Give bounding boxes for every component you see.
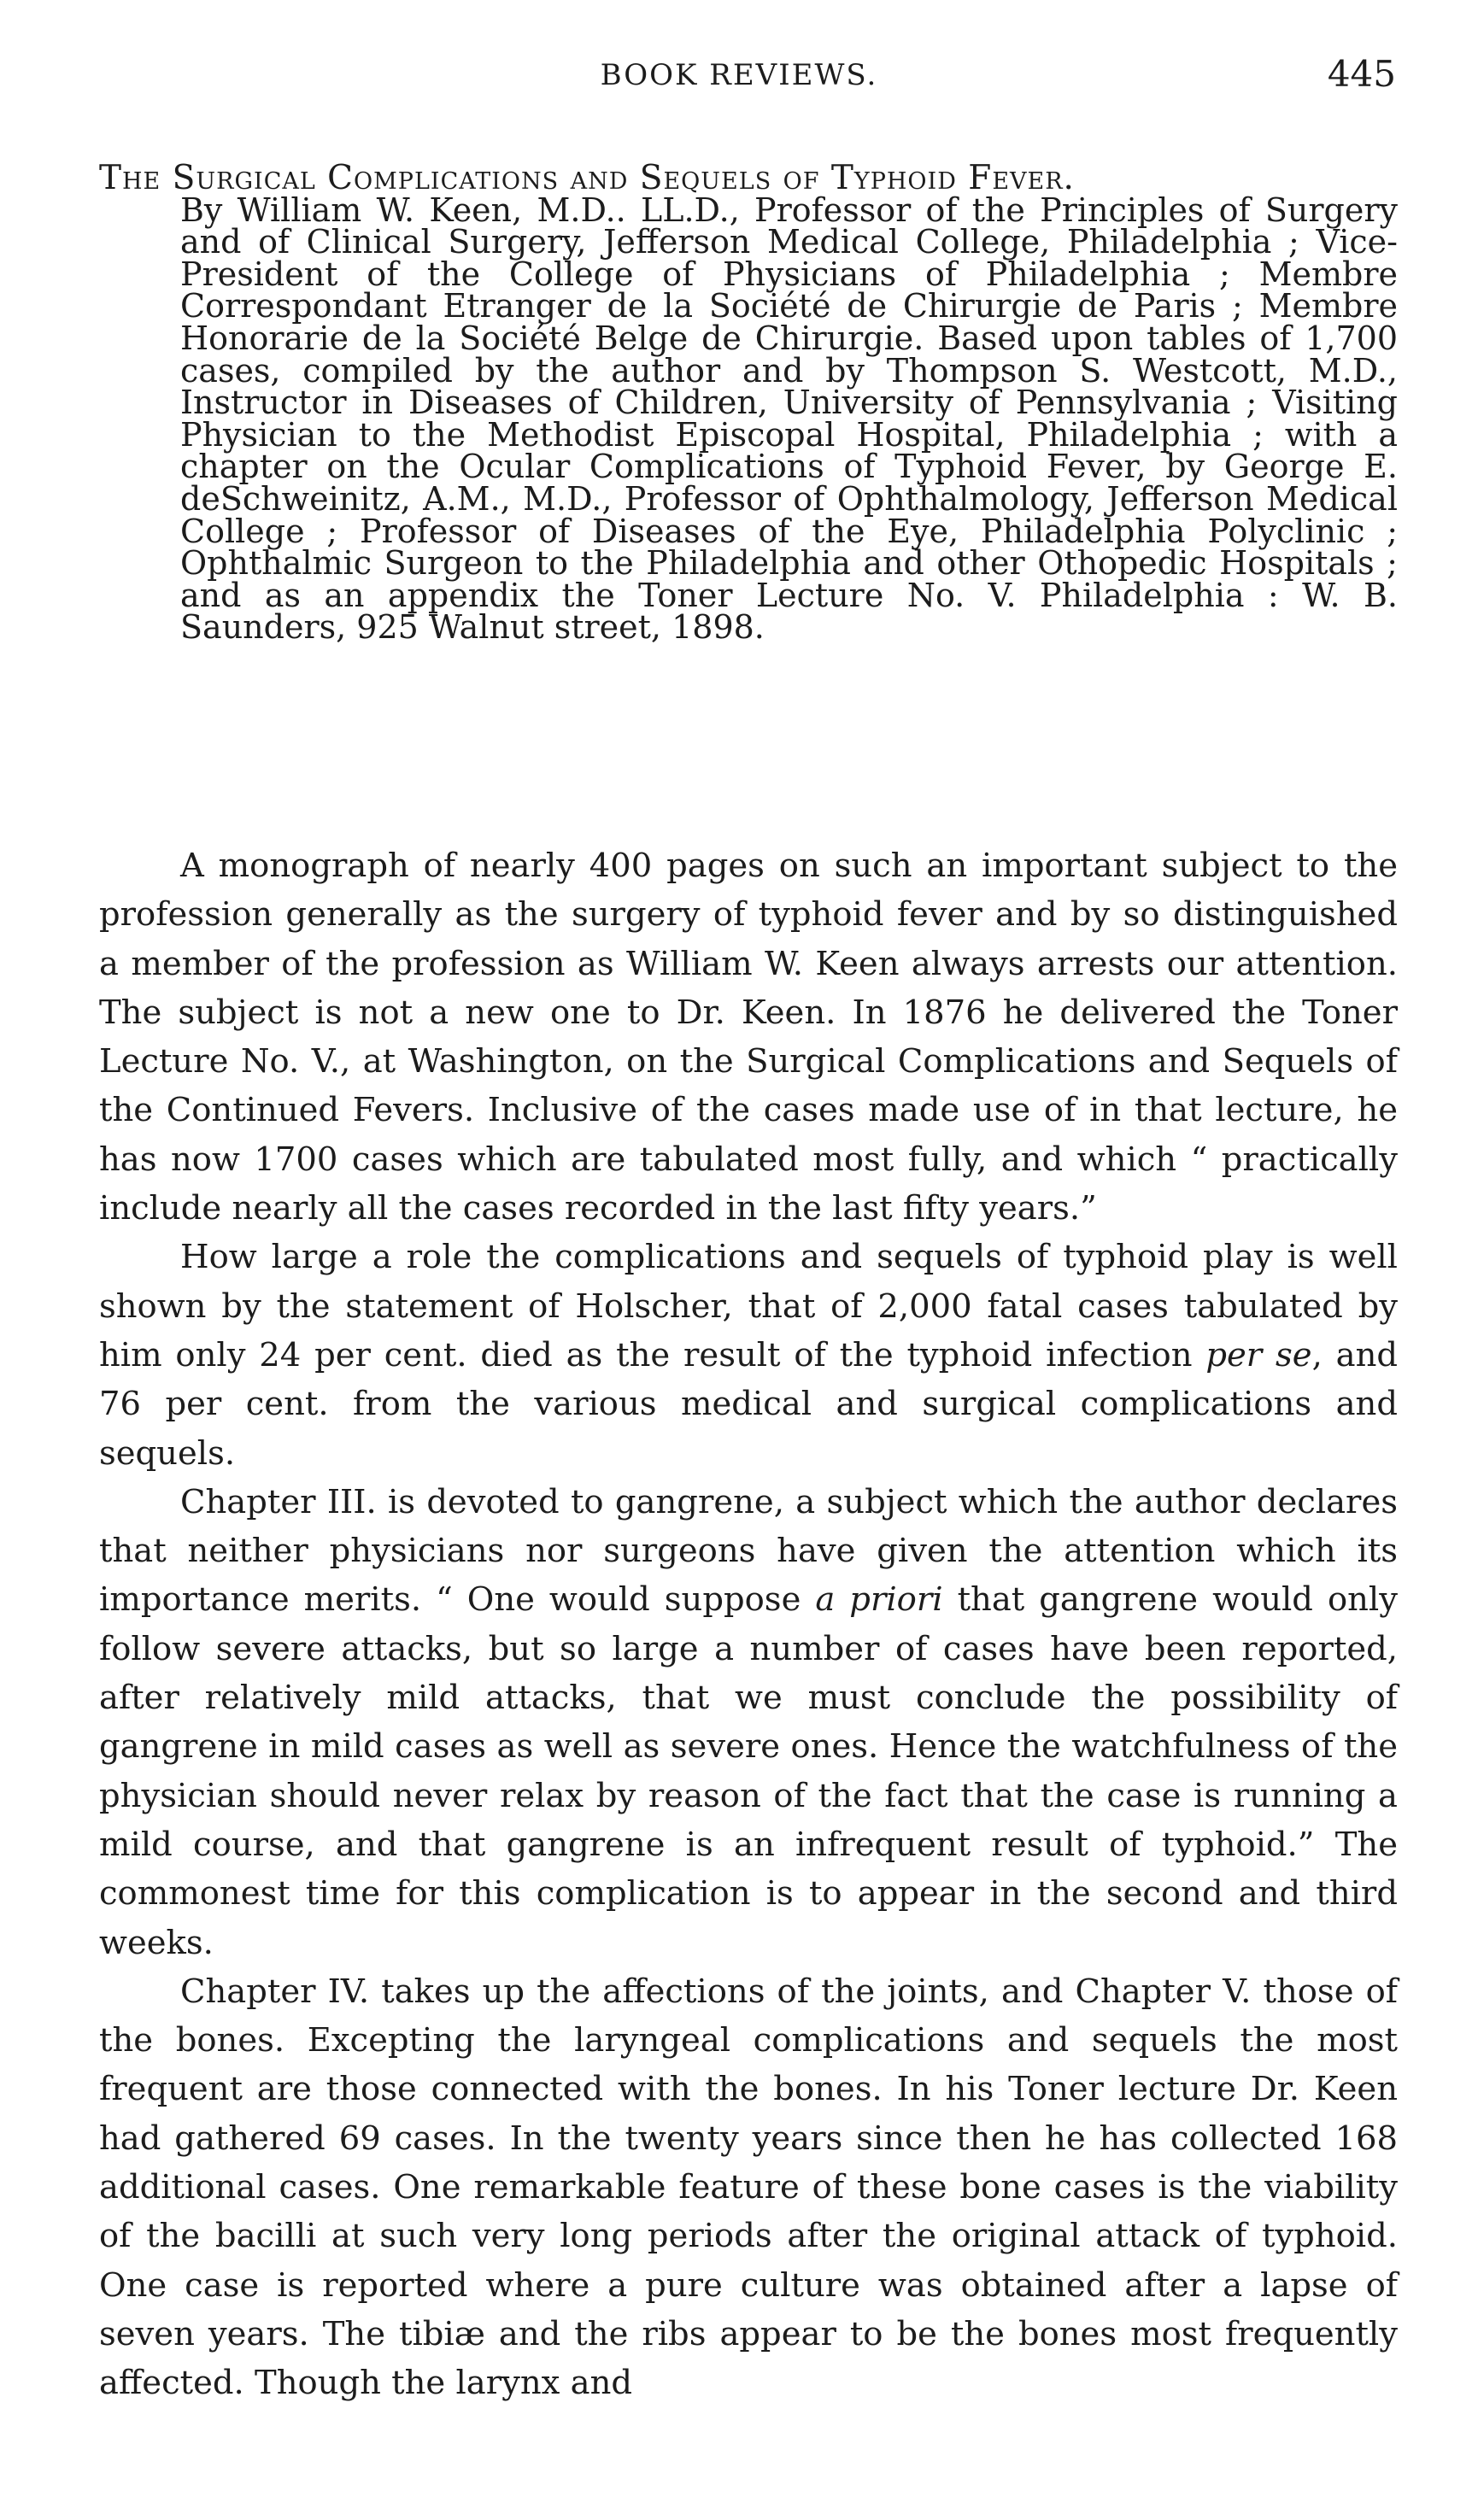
paragraph-1: A monograph of nearly 400 pages on such an important subject to the profession generally as the surgery of typhoid fever and by so distinguished a member of the profession as William W. Keen always arrests our attention. The subject is not a new one to Dr. Keen. In 1876 he delivered the Toner Lecture No. V., at Washington, on the Surgical Complications and Sequels of the Continued Fevers. Inclusive of the cases made use of in that lecture, he has now 1700 cases which are tabulated most fully, and which “ practically include nearly all the cases recorded in the last fifty years.” (99, 847, 1398, 1228)
review-body (99, 841, 1398, 2408)
paragraph-3-text-b: that gangrene would only follow severe attacks, but so large a number of cases have been reported, after relatively mild attacks, that we must conclude the possibility of gangrene in mild cases as well as severe ones. Hence the watchfulness of the physician should never relax by reason of the fact that the case is running a mild course, and that gangrene is an infrequent result of typhoid.” The commonest time for this complication is to appear in the second and third weeks. (99, 1580, 1398, 1962)
review-title: The Surgical Complications and Sequels of Typhoid Fever. (99, 159, 1075, 197)
page-header (0, 53, 1478, 104)
paragraph-2-text-b: , and 76 per cent. from the various medical and surgical complications and sequels. (99, 1335, 1399, 1473)
review-citation: By William W. Keen, M.D.. LL.D., Professor of the Principles of Surgery and of Clinical Surgery, Jefferson Medical College, Philadelphia ; Vice-President of the College of Physicians of Philadelphia ; Membre Correspondant Etranger de la Société de Chirurgie de Paris ; Membre Honorarie de la Société Belge de Chirurgie. Based upon tables of 1,700 cases, compiled by the author and by Thompson S. Westcott, M.D., Instructor in Diseases of Children, University of Pennsylvania ; Visiting Physician to the Methodist Episcopal Hospital, Philadelphia ; with a chapter on the Ocular Complications of Typhoid Fever, by George E. deSchweinitz, A.M., M.D., Professor of Ophthalmology, Jefferson Medical College ; Professor of Diseases of the Eye, Philadelphia Polyclinic ; Ophthalmic Surgeon to the Philadelphia and other Othopedic Hospitals ; and as an appendix the Toner Lecture No. V. Philadelphia : W. B. Saunders, 925 Walnut street, 1898. (180, 190, 1398, 647)
paragraph-4: Chapter IV. takes up the affections of the joints, and Chapter V. those of the bones. Excepting the laryngeal complications and sequels the most frequent are those connected with the bones. In his Toner lecture Dr. Keen had gathered 69 cases. In the twenty years since then he has collected 168 additional cases. One remarkable feature of these bone cases is the viability of the bacilli at such very long periods after the original attack of typhoid. One case is reported where a pure culture was obtained after a lapse of seven years. The tibiæ and the ribs appear to be the bones most frequently affected. Though the larynx and (99, 1972, 1398, 2403)
paragraph-3-italic: a priori (815, 1580, 943, 1620)
paragraph-3-text-a: Chapter III. is devoted to gangrene, a subject which the author declares that neither physicians nor surgeons have given the attention which its importance merits. “ One would suppose (99, 1482, 1398, 1620)
review-heading (99, 159, 1398, 647)
paragraph-2-text-a: How large a role the complications and sequels of typhoid play is well shown by the statement of Holscher, that of 2,000 fatal cases tabulated by him only 24 per cent. died as the result of the typhoid infection (99, 1238, 1398, 1374)
paragraph-2-italic: per se (1205, 1335, 1312, 1374)
paragraph-2 (99, 1233, 1398, 1477)
running-head: BOOK REVIEWS. (600, 58, 878, 92)
page-number: 445 (1327, 53, 1396, 95)
paragraph-3 (99, 1478, 1398, 1967)
